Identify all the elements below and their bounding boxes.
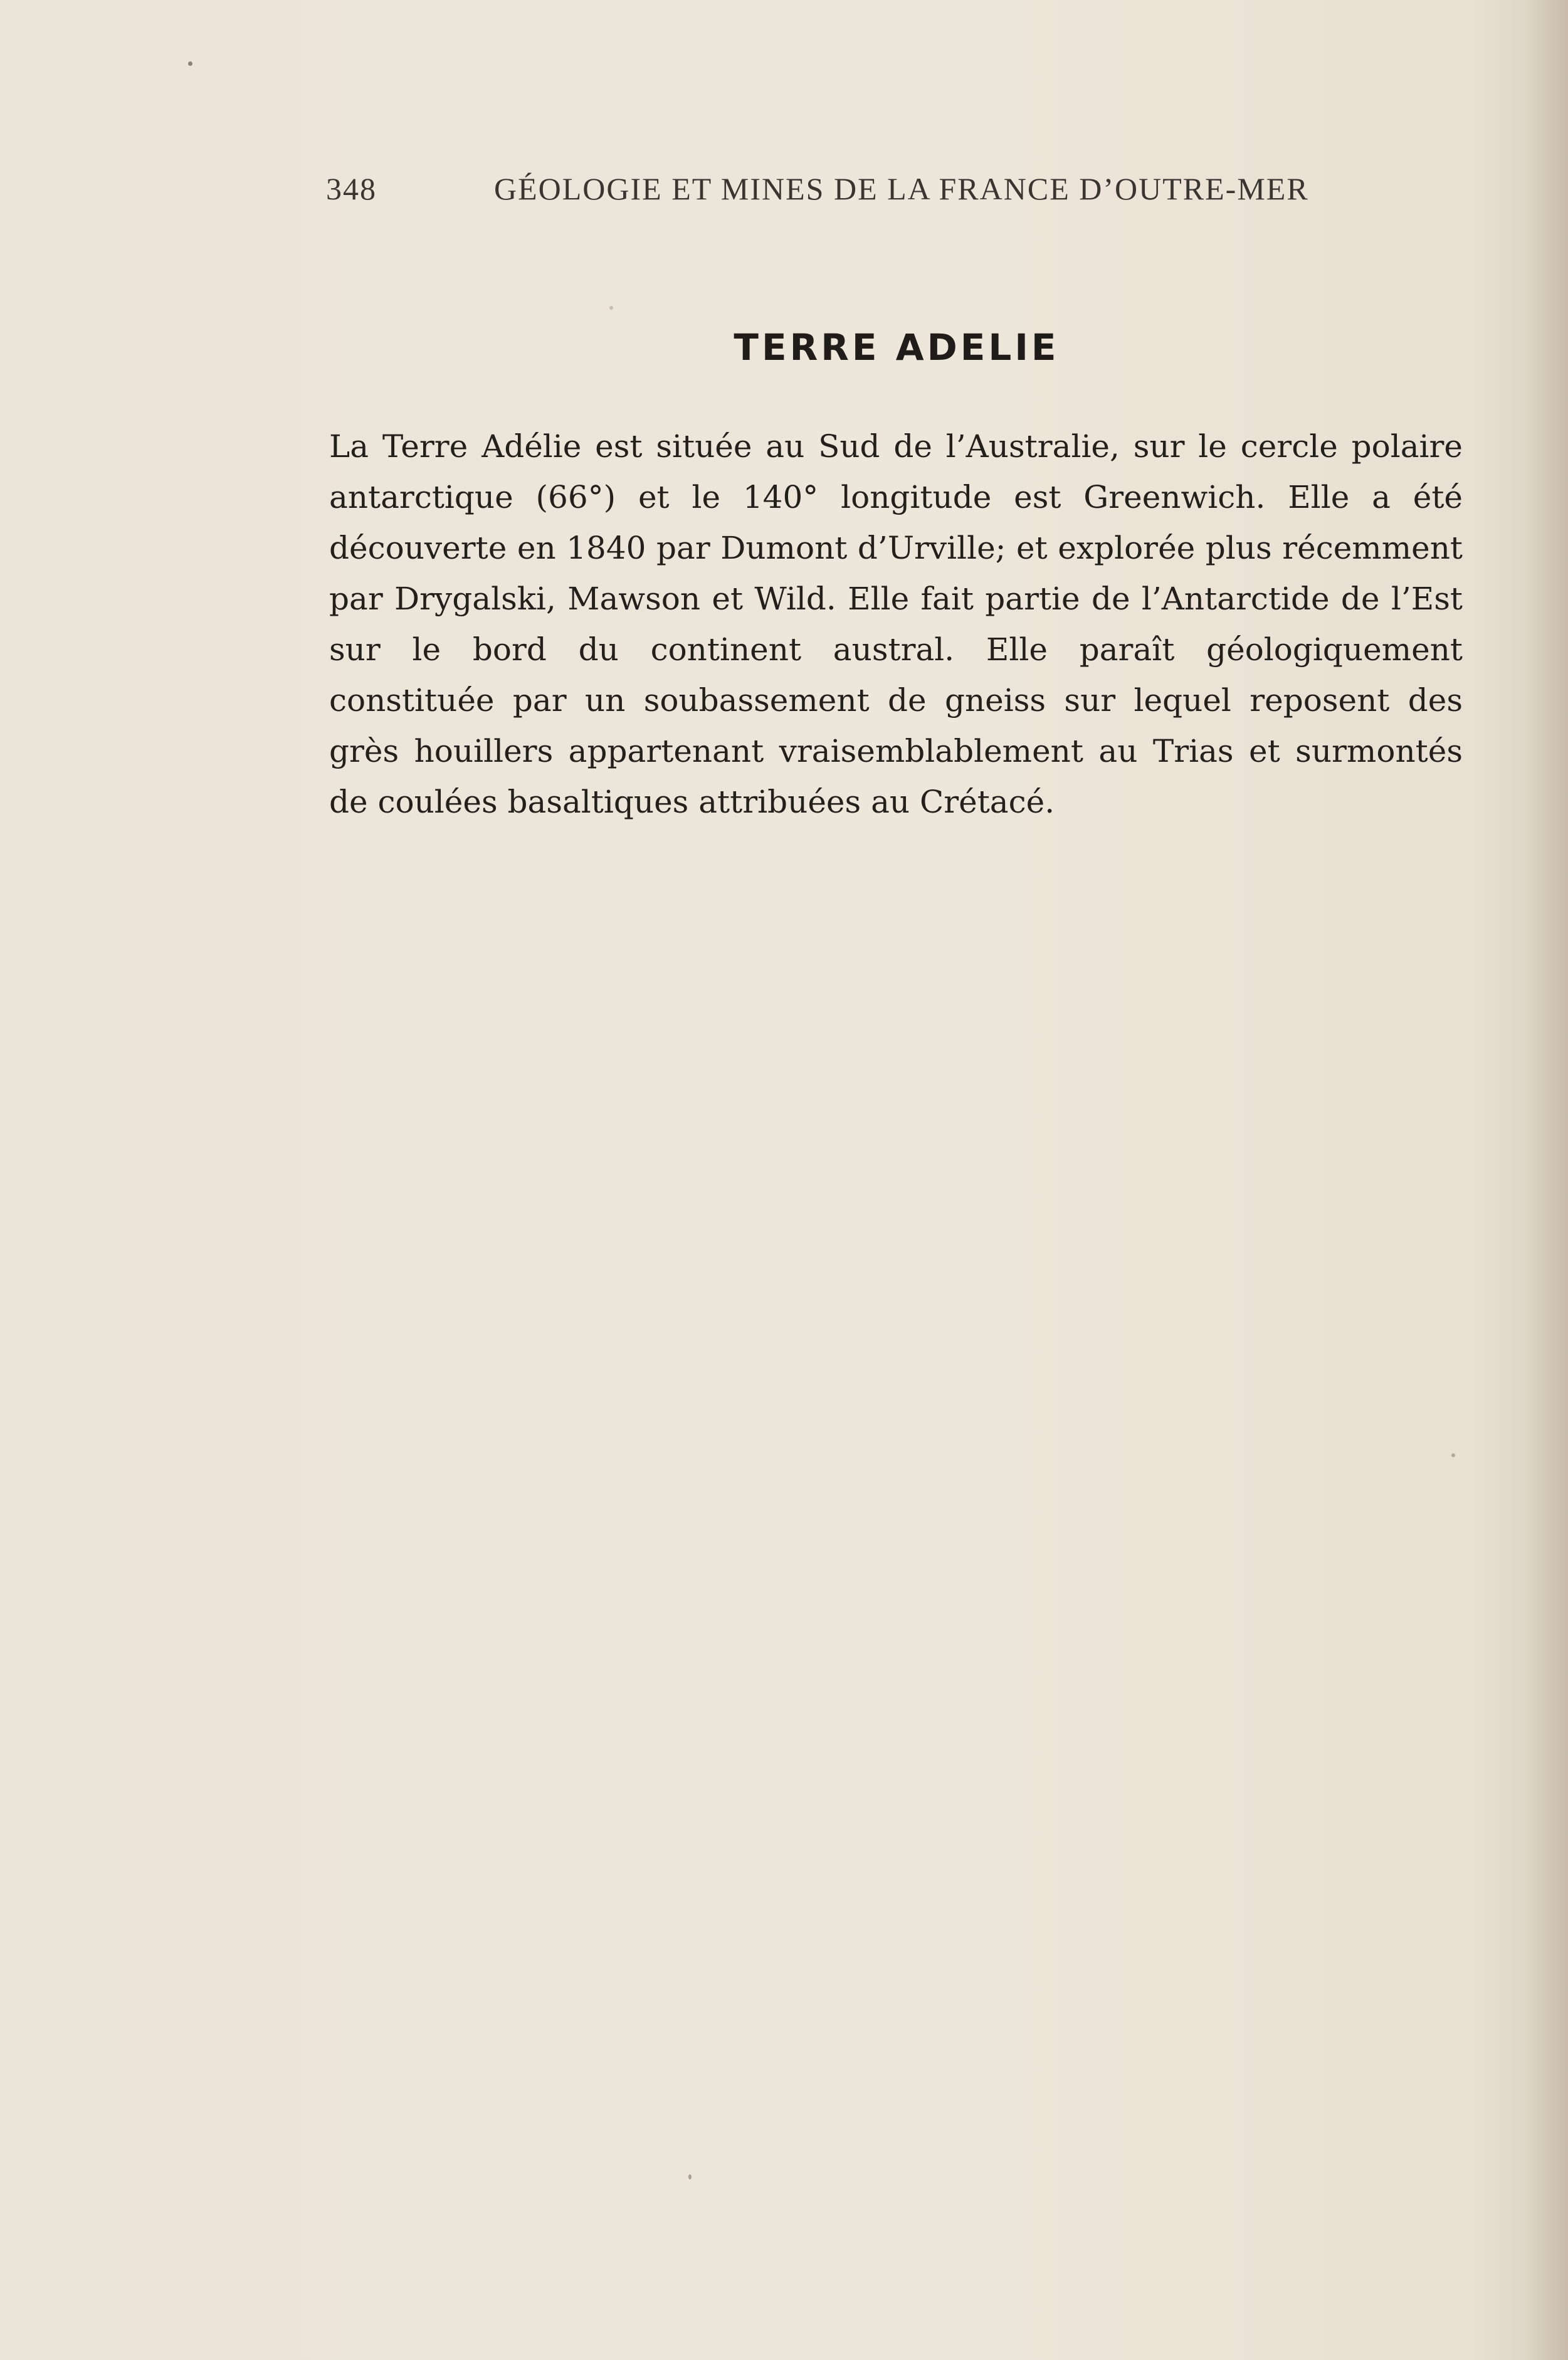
paper-speck — [188, 61, 192, 66]
paper-speck — [1451, 1453, 1455, 1457]
body-paragraph: La Terre Adélie est située au Sud de l’Australie, sur le cercle polaire antarctique (66°) et le 140° longitude est Greenwich. Elle a été découverte en 1840 par Dumont d’Urville; et explorée plus récemment par Drygalski, Mawson et Wild. Elle fait partie de l’Antarctide de l’Est sur le bord du continent austral. Elle paraît géologiquement constituée par un soubassement de gneiss sur lequel reposent des grès houillers appartenant vraisemblablement au Trias et surmontés de coulées basaltiques attribuées au Crétacé. — [329, 428, 1463, 820]
paper-speck — [688, 2174, 692, 2179]
page-number: 348 — [326, 171, 377, 206]
running-header — [326, 171, 1309, 214]
paper-speck — [609, 306, 613, 310]
running-title: GÉOLOGIE ET MINES DE LA FRANCE D’OUTRE-MER — [494, 171, 1309, 206]
section-title: TERRE ADELIE — [734, 326, 1060, 369]
